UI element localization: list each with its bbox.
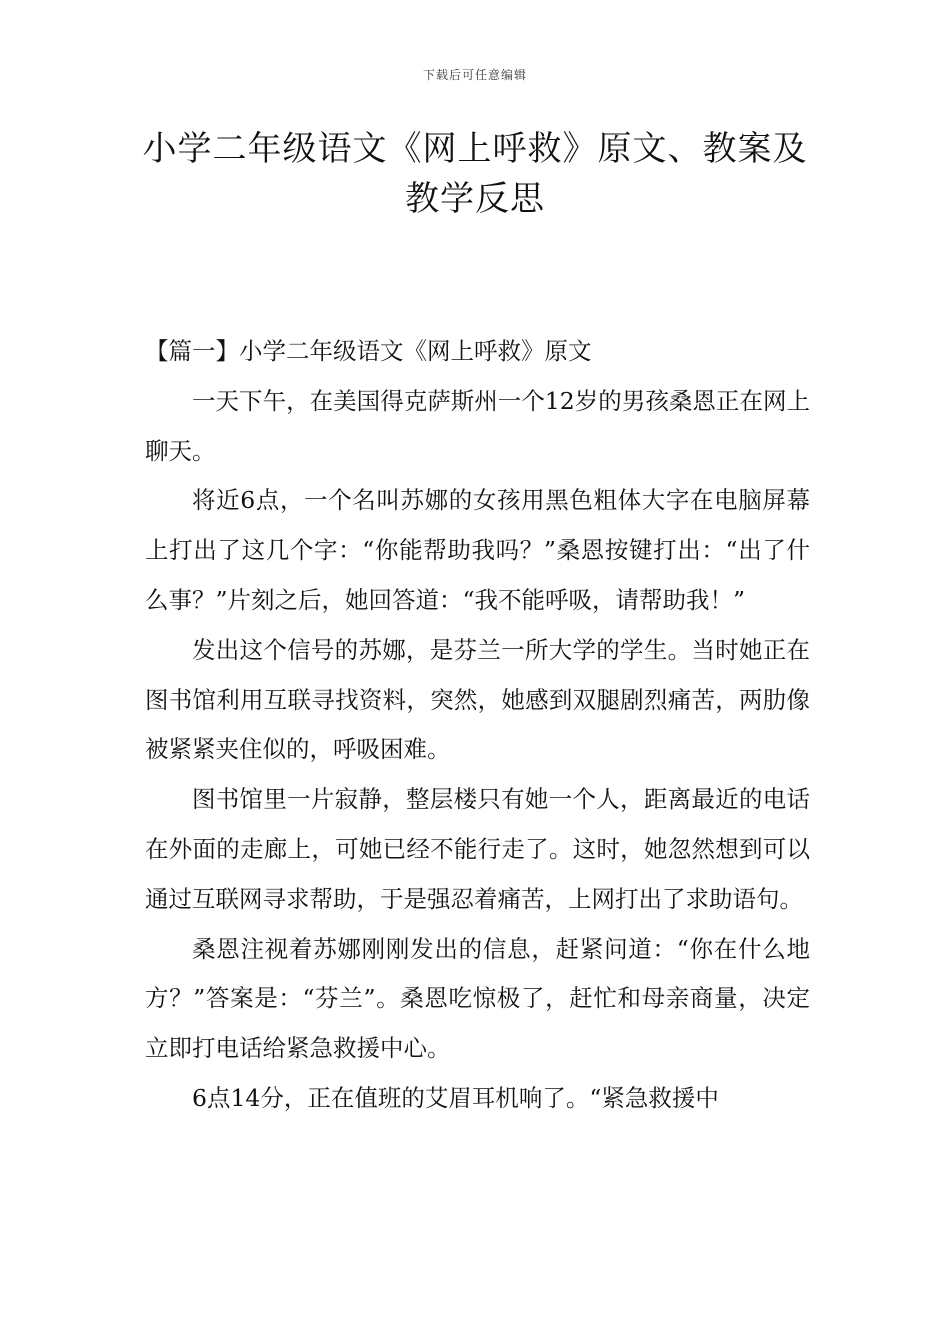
paragraph-2: 将近6点，一个名叫苏娜的女孩用黑色粗体大字在电脑屏幕上打出了这几个字：“你能帮助我吗？”桑恩按键打出：“出了什么事？”片刻之后，她回答道：“我不能呼吸，请帮助我！” — [145, 486, 810, 614]
document-body — [145, 327, 810, 1124]
paragraph-3: 发出这个信号的苏娜，是芬兰一所大学的学生。当时她正在图书馆利用互联寻找资料，突然，她感到双腿剧烈痛苦，两肋像被紧紧夹住似的，呼吸困难。 — [145, 635, 810, 764]
section-heading: 【篇一】小学二年级语文《网上呼救》原文 — [145, 337, 592, 365]
header-note: 下载后可任意编辑 — [422, 68, 527, 82]
paragraph-4: 图书馆里一片寂静，整层楼只有她一个人，距离最近的电话在外面的走廊上，可她已经不能行走了。这时，她忽然想到可以通过互联网寻求帮助，于是强忍着痛苦，上网打出了求助语句。 — [145, 785, 810, 913]
paragraph-6: 6点14分，正在值班的艾眉耳机响了。“紧急救援中 — [192, 1083, 719, 1112]
document-title: 小学二年级语文《网上呼救》原文、教案及教学反思 — [142, 129, 808, 219]
paragraph-1: 一天下午，在美国得克萨斯州一个12岁的男孩桑恩正在网上聊天。 — [145, 386, 810, 465]
paragraph-5: 桑恩注视着苏娜刚刚发出的信息，赶紧问道：“你在什么地方？”答案是：“芬兰”。桑恩吃惊极了，赶忙和母亲商量，决定立即打电话给紧急救援中心。 — [145, 934, 810, 1063]
